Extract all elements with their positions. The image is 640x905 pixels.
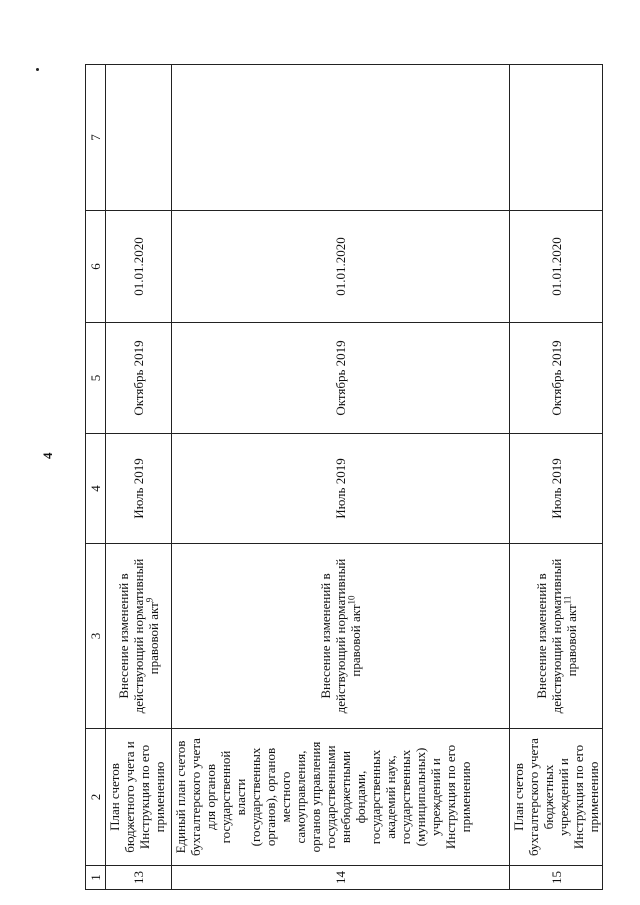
action-text: Внесение изменений в действующий нормативный правовой акт	[116, 558, 161, 714]
header-cell: 2	[86, 729, 106, 866]
action-cell	[510, 544, 603, 729]
table-row	[106, 65, 172, 890]
row-number: 13	[106, 866, 172, 890]
action-text: Внесение изменений в действующий нормативный правовой акт	[533, 558, 579, 714]
start-date: Июль 2019	[510, 434, 603, 544]
row-number: 14	[172, 866, 510, 890]
effective-date: 01.01.2020	[172, 211, 510, 323]
header-cell: 3	[86, 544, 106, 729]
note-cell	[172, 65, 510, 211]
note-cell	[510, 65, 603, 211]
page-number: 4	[40, 452, 55, 459]
effective-date: 01.01.2020	[510, 211, 603, 323]
table-row	[172, 65, 510, 890]
action-cell	[106, 544, 172, 729]
start-date: Июль 2019	[106, 434, 172, 544]
table-row	[510, 65, 603, 890]
document-name: План счетов бюджетного учета и Инструкция по его применению	[106, 729, 172, 866]
footnote-ref: 9	[144, 597, 155, 603]
header-cell: 5	[86, 323, 106, 434]
document-name: Единый план счетов бухгалтерского учета для органов государственной власти (государственных органов), органов местного самоуправления, органов управления государственными внебюджетными фондами, государственных академий наук, государственных (муниципальных) учреждений и Инструкция по его применению	[172, 729, 510, 866]
note-cell	[106, 65, 172, 211]
plan-table-container	[85, 65, 601, 890]
action-cell	[172, 544, 510, 729]
end-date: Октябрь 2019	[172, 323, 510, 434]
header-cell: 7	[86, 65, 106, 211]
action-text: Внесение изменений в действующий нормативный правовой акт	[318, 558, 363, 714]
plan-table	[85, 64, 603, 890]
header-cell: 4	[86, 434, 106, 544]
end-date: Октябрь 2019	[106, 323, 172, 434]
document-name: План счетов бухгалтерского учета бюджетных учреждений и Инструкция по его применению	[510, 729, 603, 866]
start-date: Июль 2019	[172, 434, 510, 544]
header-cell: 1	[86, 866, 106, 890]
table-header-row	[86, 65, 106, 890]
footnote-ref: 11	[562, 595, 573, 605]
page-mark	[36, 68, 39, 71]
effective-date: 01.01.2020	[106, 211, 172, 323]
row-number: 15	[510, 866, 603, 890]
footnote-ref: 10	[346, 595, 357, 605]
header-cell: 6	[86, 211, 106, 323]
end-date: Октябрь 2019	[510, 323, 603, 434]
